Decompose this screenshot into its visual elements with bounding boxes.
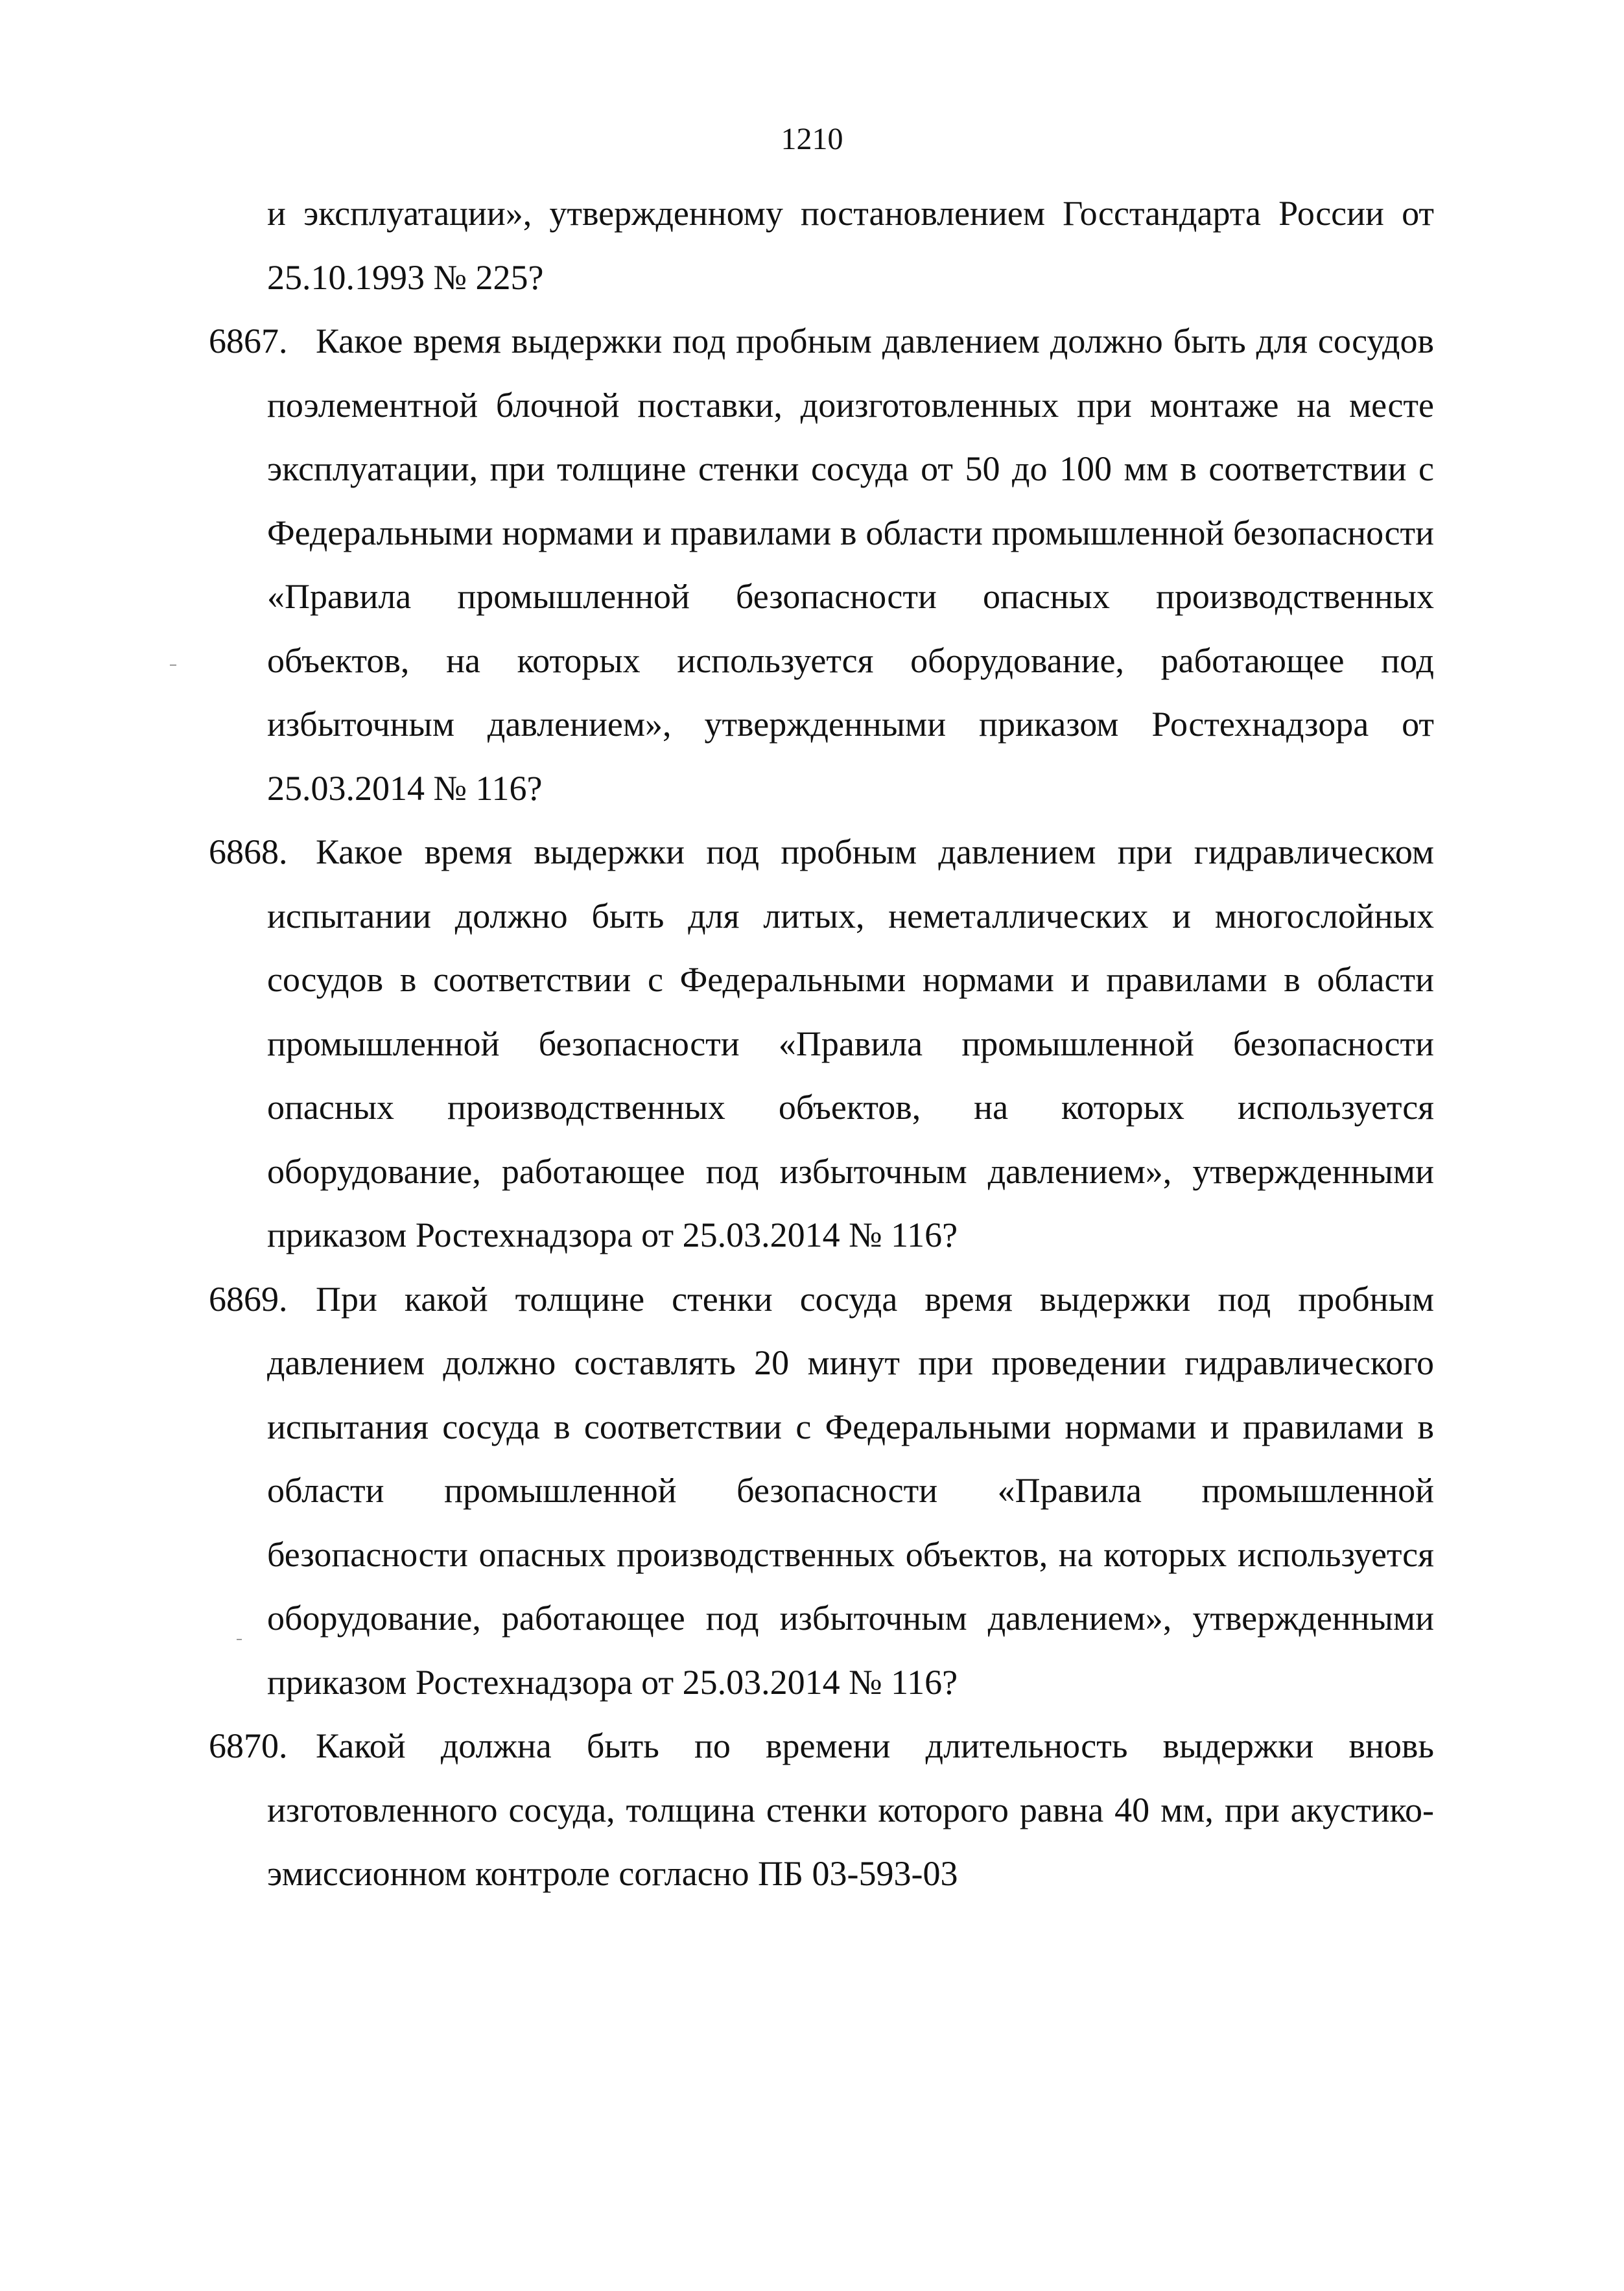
page-number: 1210 (781, 122, 843, 156)
scan-artifact-mark (170, 664, 176, 666)
question-number: 6867. (209, 322, 288, 360)
document-body (209, 182, 1434, 1906)
question-6870 (209, 1714, 1434, 1906)
question-text: Какой должна быть по времени длительность выдержки вновь изготовленного сосуда, толщина стенки которого равна 40 мм, при акустико-эмиссионном контроле согласно ПБ 03-593-03 (267, 1726, 1434, 1893)
question-number: 6868. (209, 832, 288, 871)
question-text: Какое время выдержки под пробным давлением при гидравлическом испытании должно быть для литых, неметаллических и многослойных сосудов в соответствии с Федеральными нормами и правилами в области промышленной безопасности «Правила промышленной безопасности опасных производственных объектов, на которых используется оборудование, работающее под избыточным давлением», утвержденными приказом Ростехнадзора от 25.03.2014 № 116? (267, 832, 1434, 1254)
question-6867 (209, 309, 1434, 820)
question-6868 (209, 820, 1434, 1267)
scan-artifact-mark (237, 1639, 242, 1640)
question-6869 (209, 1267, 1434, 1715)
question-number: 6869. (209, 1279, 288, 1319)
question-text: При какой толщине стенки сосуда время выдержки под пробным давлением должно составлять 20 минут при проведении гидравлического испытания сосуда в соответствии с Федеральными нормами и правилами в области промышленной безопасности «Правила промышленной безопасности опасных производственных объектов, на которых используется оборудование, работающее под избыточным давлением», утвержденными приказом Ростехнадзора от 25.03.2014 № 116? (267, 1279, 1434, 1702)
question-number: 6870. (209, 1726, 288, 1765)
continuation-paragraph: и эксплуатации», утвержденному постановлением Госстандарта России от 25.10.1993 № 225? (267, 194, 1434, 297)
question-text: Какое время выдержки под пробным давлением должно быть для сосудов поэлементной блочной поставки, доизготовленных при монтаже на месте эксплуатации, при толщине стенки сосуда от 50 до 100 мм в соответствии с Федеральными нормами и правилами в области промышленной безопасности «Правила промышленной безопасности опасных производственных объектов, на которых используется оборудование, работающее под избыточным давлением», утвержденными приказом Ростехнадзора от 25.03.2014 № 116? (267, 322, 1434, 808)
